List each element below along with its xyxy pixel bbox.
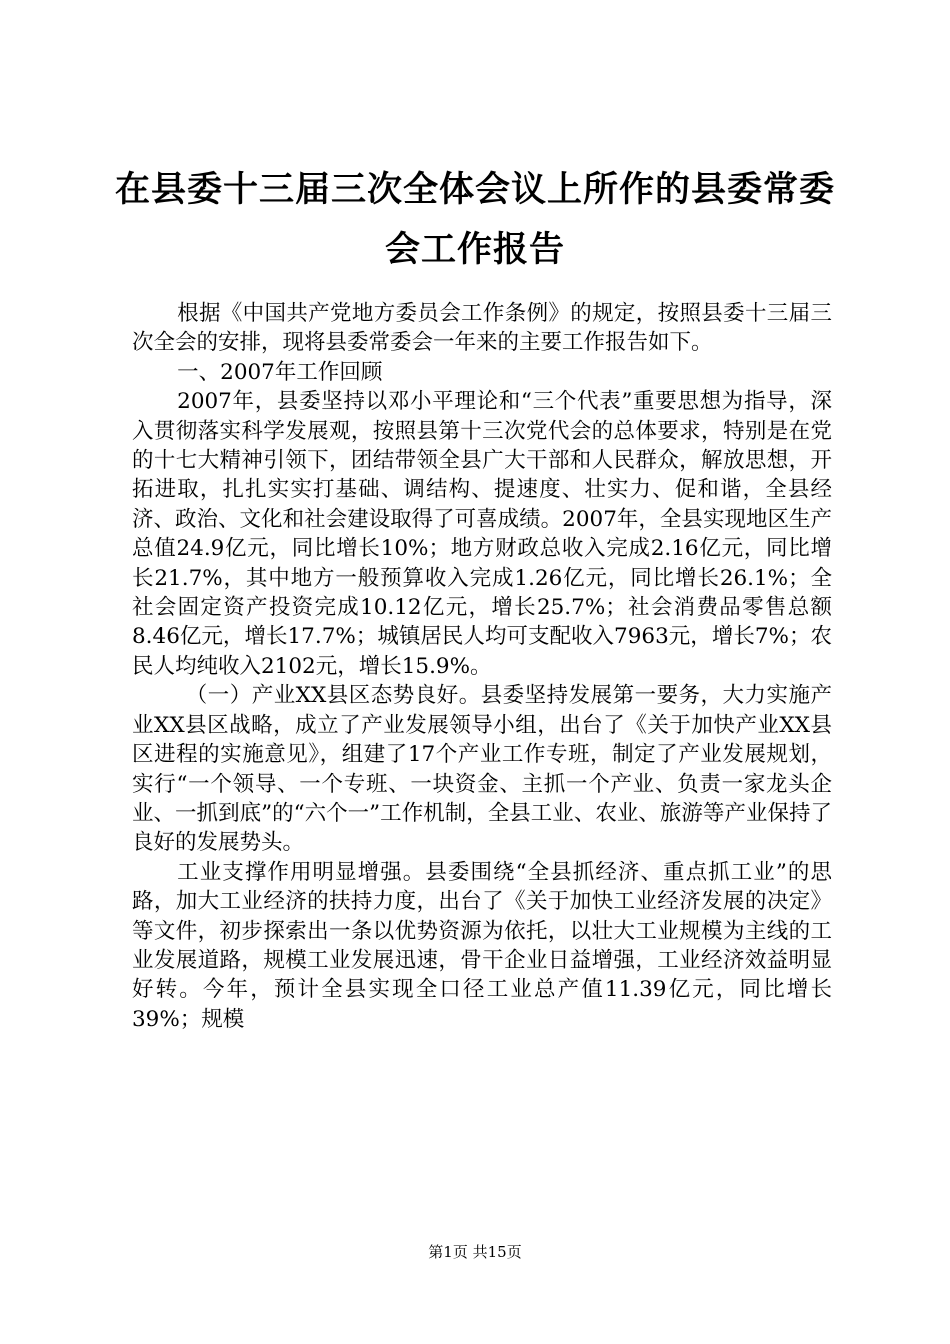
document-body: [132, 299, 832, 1034]
page-number: 第1页 共15页: [428, 1243, 522, 1261]
paragraph-industrial-support: 工业支撑作用明显增强。县委围绕“全县抓经济、重点抓工业”的思路，加大工业经济的扶持力度，出台了《关于加快工业经济发展的决定》等文件，初步探索出一条以优势资源为依托，以壮大工业规模为主线的工业发展道路，规模工业发展迅速，骨干企业日益增强，工业经济效益明显好转。今年，预计全县实现全口径工业总产值11.39亿元，同比增长39%；规模: [132, 859, 832, 1032]
paragraph-industry: （一）产业XX县区态势良好。县委坚持发展第一要务，大力实施产业XX县区战略，成立了产业发展领导小组，出台了《关于加快产业XX县区进程的实施意见》，组建了17个产业工作专班，制定了产业发展规划，实行“一个领导、一个专班、一块资金、主抓一个产业、负责一家龙头企业、一抓到底”的“六个一”工作机制，全县工业、农业、旅游等产业保持了良好的发展势头。: [132, 683, 832, 856]
document-title: 在县委十三届三次全体会议上所作的县委常委会工作报告: [114, 170, 835, 270]
paragraph-intro: 根据《中国共产党地方委员会工作条例》的规定，按照县委十三届三次全会的安排，现将县委常委会一年来的主要工作报告如下。: [132, 301, 832, 356]
paragraph-overview: 2007年，县委坚持以邓小平理论和“三个代表”重要思想为指导，深入贯彻落实科学发展观，按照县第十三次党代会的总体要求，特别是在党的十七大精神引领下，团结带领全县广大干部和人民群众，解放思想，开拓进取，扎扎实实打基础、调结构、提速度、壮实力、促和谐，全县经济、政治、文化和社会建设取得了可喜成绩。2007年，全县实现地区生产总值24.9亿元，同比增长10%；地方财政总收入完成2.16亿元，同比增长21.7%，其中地方一般预算收入完成1.26亿元，同比增长26.1%；全社会固定资产投资完成10.12亿元，增长25.7%；社会消费品零售总额8.46亿元，增长17.7%；城镇居民人均可支配收入7963元，增长7%；农民人均纯收入2102元，增长15.9%。: [132, 389, 832, 679]
section-heading: 一、2007年工作回顾: [177, 359, 383, 385]
